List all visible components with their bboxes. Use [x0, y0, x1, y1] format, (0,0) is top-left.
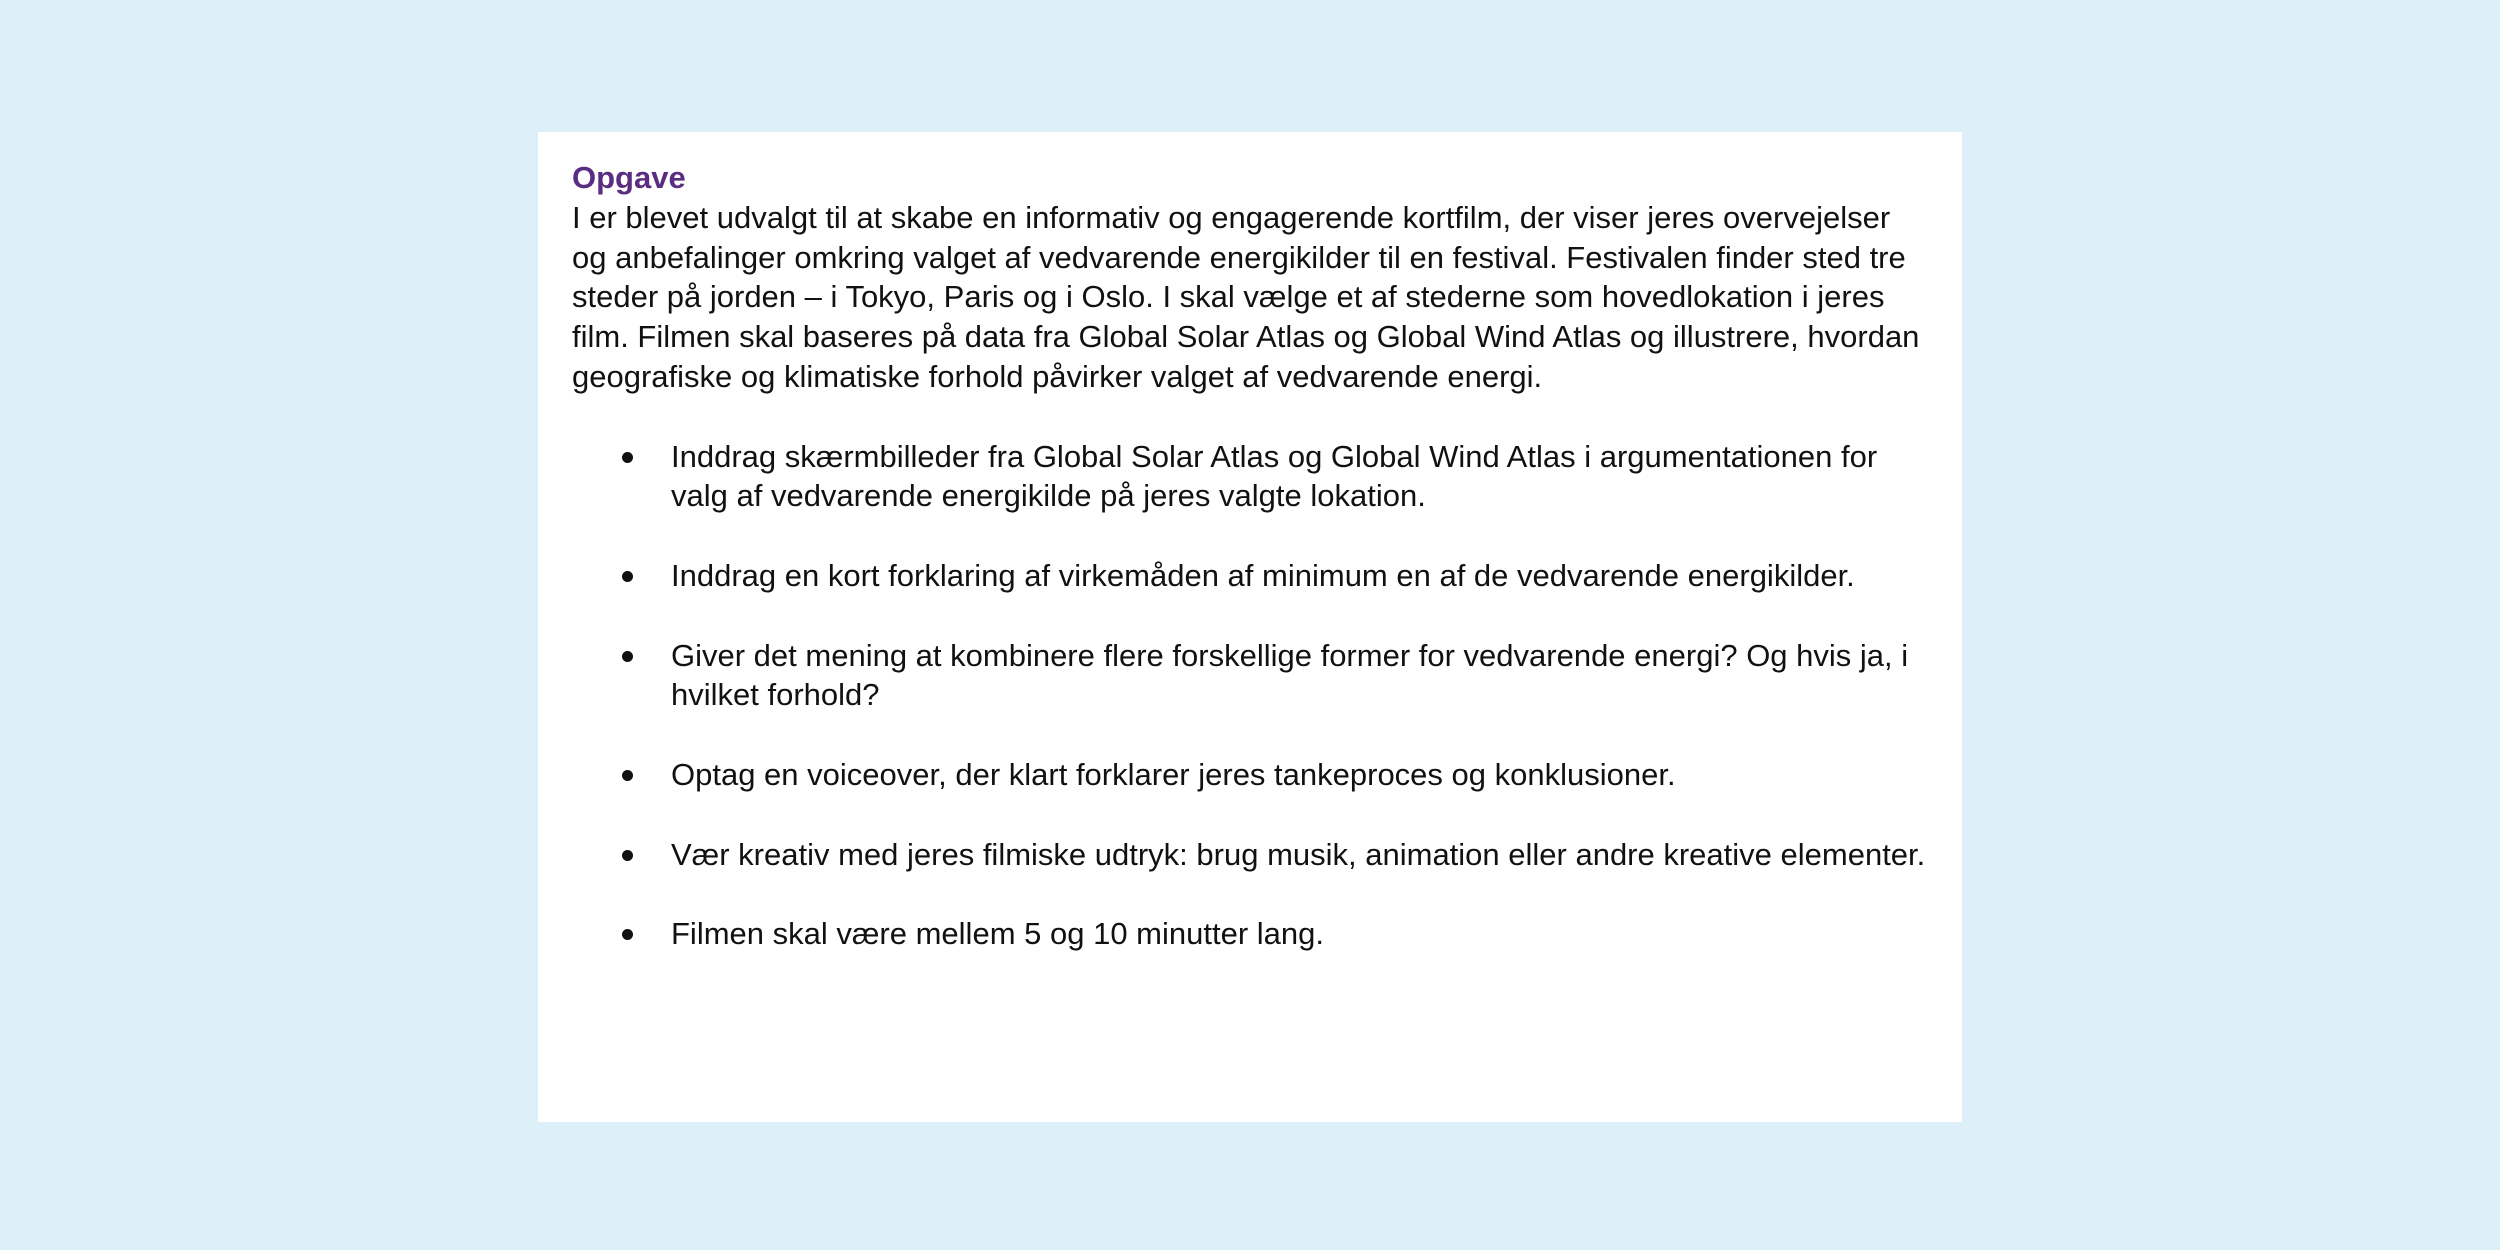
task-text: Inddrag skærmbilleder fra Global Solar Atlas og Global Wind Atlas i argumentationen for valg af vedvarende energikilde på jeres valgte lokation.: [671, 438, 1878, 514]
task-item-combination: [572, 636, 1931, 715]
bullet-icon: [622, 651, 633, 662]
task-text: Vær kreativ med jeres filmiske udtryk: brug musik, animation eller andre kreative elementer.: [671, 836, 1926, 872]
bullet-icon: [622, 850, 633, 861]
task-text: Inddrag en kort forklaring af virkemåden af minimum en af de vedvarende energikilder.: [671, 557, 1855, 593]
assignment-card: [538, 132, 1962, 1122]
bullet-icon: [622, 452, 633, 463]
task-item-duration: [572, 914, 1931, 954]
bullet-icon: [622, 571, 633, 582]
task-text: Filmen skal være mellem 5 og 10 minutter lang.: [671, 916, 1324, 952]
bullet-icon: [622, 770, 633, 781]
task-item-creative: [572, 835, 1931, 875]
task-text: Optag en voiceover, der klart forklarer jeres tankeproces og konklusioner.: [671, 757, 1676, 793]
task-item-explanation: [572, 556, 1931, 596]
task-item-voiceover: [572, 755, 1931, 795]
assignment-intro: I er blevet udvalgt til at skabe en informativ og engagerende kortfilm, der viser jeres overvejelser og anbefalinger omkring valget af vedvarende energikilder til en festival. Festivalen finder sted tre steder på jorden – i Tokyo, Paris og i Oslo. I skal vælge et af stederne som hovedlokation i jeres film. Filmen skal baseres på data fra Global Solar Atlas og Global Wind Atlas og illustrere, hvordan geografiske og klimatiske forhold påvirker valget af vedvarende energi.: [572, 200, 1920, 394]
task-list: [572, 437, 1928, 955]
task-item-screenshots: [572, 437, 1931, 516]
task-text: Giver det mening at kombinere flere forskellige former for vedvarende energi? Og hvis ja, i hvilket forhold?: [671, 637, 1909, 713]
assignment-heading: Opgave: [572, 160, 686, 195]
bullet-icon: [622, 929, 633, 940]
